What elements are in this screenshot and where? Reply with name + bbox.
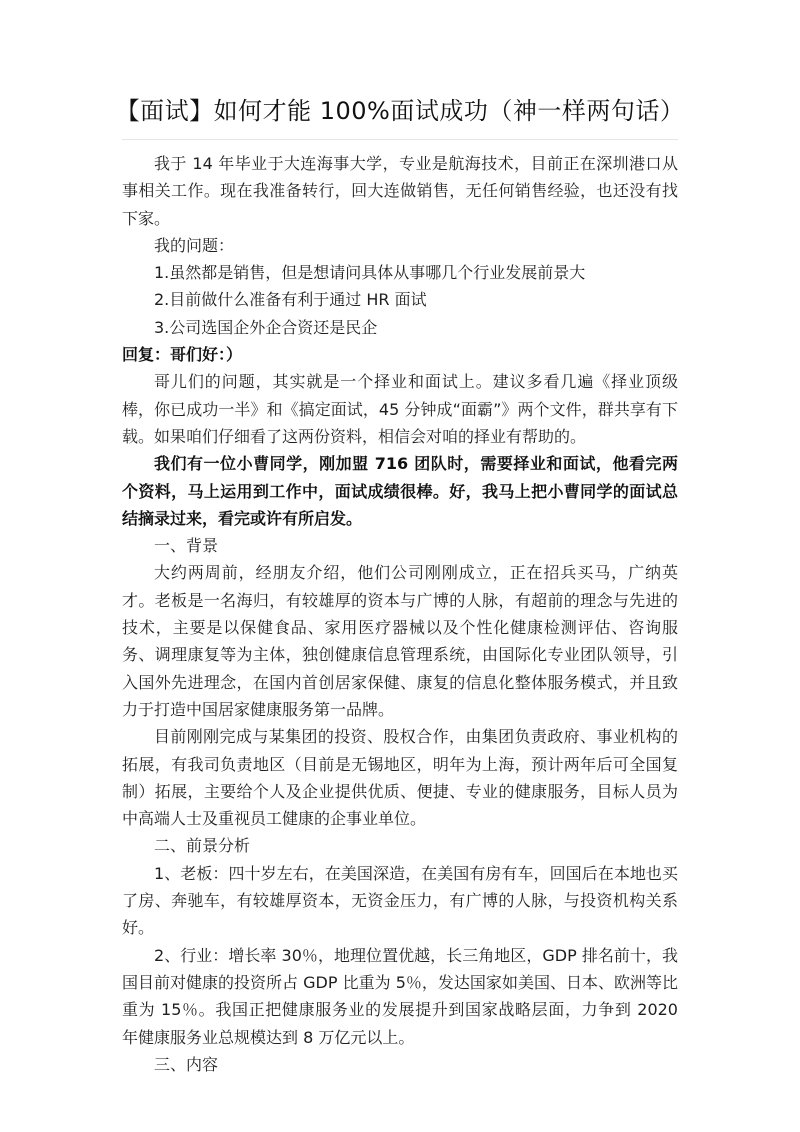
question-item-1: 1.虽然都是销售，但是想请问具体从事哪几个行业发展前景大 (154, 263, 586, 283)
reply-paragraph: 哥儿们的问题，其实就是一个择业和面试上。建议多看几遍《择业顶级棒，你已成功一半》和《搞定面试，45 分钟成“面霸”》两个文件，群共享有下载。如果咱们仔细看了这两份资料，相信会对咱的择业有帮助的。 (122, 372, 678, 446)
question-heading: 我的问题： (154, 235, 235, 255)
section-heading-content: 三、内容 (154, 1054, 219, 1074)
story-paragraph: 我们有一位小曹同学，刚加盟 716 团队时，需要择业和面试，他看完两个资料，马上运用到工作中，面试成绩很棒。好，我马上把小曹同学的面试总结摘录过来，看完或许有所启发。 (122, 454, 678, 528)
section-heading-outlook: 二、前景分析 (154, 836, 251, 856)
outlook-paragraph-boss: 1、老板：四十岁左右，在美国深造，在美国有房有车，回国后在本地也买了房、奔驰车，有较雄厚资本，无资金压力，有广博的人脉，与投资机构关系好。 (122, 863, 678, 938)
section-heading-background: 一、背景 (154, 536, 219, 556)
background-paragraph-2: 目前刚刚完成与某集团的投资、股权合作，由集团负责政府、事业机构的拓展，有我司负责地区（目前是无锡地区，明年为上海，预计两年后可全国复制）拓展，主要给个人及企业提供优质、便捷、专业的健康服务，目标人员为中高端人士及重视员工健康的企事业单位。 (122, 727, 678, 829)
question-item-3: 3.公司选国企外企合资还是民企 (154, 317, 378, 337)
outlook-paragraph-industry: 2、行业：增长率 30％，地理位置优越，长三角地区，GDP 排名前十，我国目前对健康的投资所占 GDP 比重为 5％，发达国家如美国、日本、欧洲等比重为 15％。我国正把健康服务业的发展提升到国家战略层面，力争到 2020 年健康服务业总规模达到 8 万亿元以上。 (122, 945, 678, 1047)
background-paragraph-1: 大约两周前，经朋友介绍，他们公司刚刚成立，正在招兵买马，广纳英才。老板是一名海归，有较雄厚的资本与广博的人脉，有超前的理念与先进的技术，主要是以保健食品、家用医疗器械以及个性化健康检测评估、咨询服务、调理康复等为主体，独创健康信息管理系统，由国际化专业团队领导，引入国外先进理念，在国内首创居家保健、康复的信息化整体服务模式，并且致力于打造中国居家健康服务第一品牌。 (122, 563, 678, 719)
intro-paragraph: 我于 14 年毕业于大连海事大学，专业是航海技术，目前正在深圳港口从事相关工作。现在我准备转行，回大连做销售，无任何销售经验，也还没有找下家。 (122, 154, 678, 228)
title-divider (122, 139, 678, 140)
question-item-2: 2.目前做什么准备有利于通过 HR 面试 (154, 290, 427, 310)
reply-heading: 回复：哥们好：） (122, 345, 243, 365)
document-title: 【面试】如何才能 100%面试成功（神一样两句话） (115, 97, 685, 125)
